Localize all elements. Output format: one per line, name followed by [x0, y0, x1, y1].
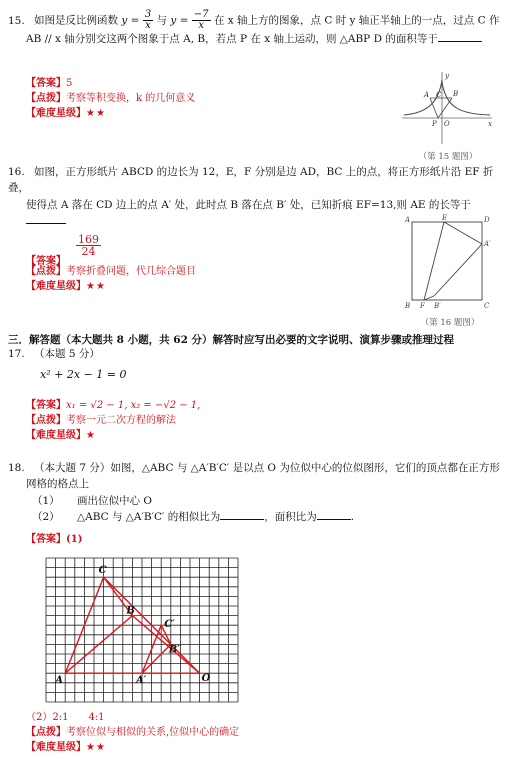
point-text: 考察位似与相似的关系,位似中心的确定 — [66, 727, 240, 738]
q17-solution — [26, 398, 200, 443]
question-text: 如图，正方形纸片 ABCD 的边长为 12，E，F 分别是边 AD，BC 上的点，将正方形纸片沿 EF 折叠， — [8, 166, 494, 195]
figure-18-grid — [44, 556, 240, 708]
question-number: 18. — [8, 462, 25, 474]
label-c: C — [436, 91, 442, 99]
sub-question-1 — [8, 493, 503, 509]
answer-tag: 【答案】 — [26, 400, 66, 411]
point-line — [26, 725, 239, 740]
point-tag: 【点拨】 — [26, 266, 66, 277]
figure-caption: （第 15 题图） — [418, 152, 478, 162]
answer-tag: 【答案】 — [26, 78, 66, 89]
label-f: F — [420, 302, 425, 310]
question-text: 如图是反比例函数 — [34, 14, 119, 27]
answer-blank — [220, 509, 264, 520]
label-b-prime: B′ — [434, 302, 441, 310]
label-c: C — [484, 302, 490, 310]
label-b: B — [453, 90, 459, 98]
question-text-line: 网格的格点上 — [26, 478, 89, 491]
label-b: B — [405, 302, 411, 310]
label-a-prime: A′ — [136, 675, 147, 687]
difficulty-stars: ★★ — [86, 108, 106, 119]
label-c: C — [98, 565, 107, 577]
difficulty-line — [26, 279, 196, 294]
label-p: P — [432, 120, 437, 128]
label-a-prime: A′ — [484, 240, 491, 248]
point-line — [26, 413, 200, 428]
answer-line-2: （2）2:1 4:1 — [26, 712, 105, 723]
similar-triangles-grid — [44, 556, 240, 708]
answer-value: 5 — [66, 78, 73, 89]
denominator: x — [198, 20, 204, 31]
question-text: AB // x 轴分别交这两个图象于点 A, B，若点 P 在 x 轴上运动，则 △ABP D 的面积等于 — [26, 33, 438, 45]
numerator: 3 — [144, 9, 152, 20]
question-15 — [8, 10, 503, 47]
numerator: 169 — [78, 233, 99, 246]
answer-tag: 【答案】(1) — [26, 534, 83, 545]
question-number: 16. — [8, 166, 25, 178]
numerator: −7 — [193, 9, 209, 20]
answer-line — [26, 76, 195, 91]
triangle-a1b1c1 — [142, 625, 171, 673]
label-b: B — [126, 605, 135, 617]
question-score: （本题 5 分） — [34, 348, 100, 360]
function-2-fraction — [192, 10, 211, 31]
question-text: （本大题 7 分）如图，△ABC 与 △A′B′C′ 是以点 O 为位似中心的位似图形，它们的顶点都在正方形 — [34, 462, 500, 474]
answer-tag: 【答案】 — [26, 256, 66, 267]
answer-blank — [26, 213, 66, 224]
point-text: 考察一元二次方程的解法 — [66, 415, 176, 426]
label-a: A — [424, 91, 430, 99]
difficulty-tag: 【难度星级】 — [26, 430, 86, 441]
label-x: x — [488, 120, 492, 128]
point-text: 考察等积变换，k 的几何意义 — [66, 93, 196, 104]
label-y: y — [445, 72, 449, 80]
label-a: A — [55, 675, 63, 687]
question-text: 在 x 轴上方的图象，点 C 时 y 轴正半轴上的一点，过点 C 作 — [213, 14, 500, 27]
function-1-lhs: y = — [121, 14, 140, 27]
q18-solution — [26, 710, 239, 755]
point-tag: 【点拨】 — [26, 727, 66, 738]
difficulty-line — [26, 428, 200, 443]
difficulty-stars: ★★ — [86, 281, 106, 292]
label-b-prime: B′ — [168, 644, 180, 656]
label-o: O — [444, 120, 450, 128]
question-text: 使得点 A 落在 CD 边上的点 A′ 处，此时点 B 落在点 B′ 处，已知折痕 EF=13,则 AE 的长等于 — [26, 198, 471, 211]
question-number: 17. — [8, 348, 25, 360]
label-d: D — [484, 216, 490, 224]
denominator: 24 — [81, 245, 96, 258]
label-a: A — [405, 216, 411, 224]
question-text: 与 — [156, 14, 168, 27]
q18-answer-heading — [26, 532, 82, 547]
difficulty-tag: 【难度星级】 — [26, 281, 86, 292]
q15-solution — [26, 76, 195, 121]
answer-blank — [438, 31, 482, 42]
label-e: E — [442, 214, 448, 222]
sub-number: （1） — [32, 494, 60, 507]
function-2-lhs: y = — [170, 14, 189, 27]
figure-16 — [402, 212, 498, 328]
equation: x² + 2x − 1 = 0 — [40, 368, 127, 382]
square-fold-figure — [402, 212, 498, 312]
sub-number: （2） — [32, 510, 60, 523]
figure-caption: （第 16 题图） — [420, 318, 480, 328]
figure-15 — [400, 68, 496, 162]
point-tag: 【点拨】 — [26, 93, 66, 104]
answer-line — [26, 398, 200, 413]
difficulty-tag: 【难度星级】 — [26, 742, 86, 753]
point-text: 考察折叠问题，代几综合题目 — [66, 266, 196, 277]
difficulty-stars: ★★ — [86, 742, 106, 753]
point-tag: 【点拨】 — [26, 415, 66, 426]
point-line — [26, 91, 195, 106]
difficulty-line — [26, 106, 195, 121]
sub-text: △ABC 与 △A′B′C′ 的相似比为 — [77, 510, 221, 523]
question-number: 15. — [8, 14, 25, 27]
sub-text: ，面积比为 — [264, 510, 317, 523]
difficulty-line — [26, 740, 239, 755]
answer-line — [26, 232, 196, 267]
answer-blank — [317, 509, 351, 520]
question-text-line — [8, 31, 503, 47]
sub-question-2: （2） △ABC 与 △A′B′C′ 的相似比为 ，面积比为 . — [32, 510, 355, 523]
sub-text: 画出位似中心 O — [77, 494, 152, 507]
q16-solution — [26, 232, 196, 294]
section-title: 三．解答题（本大题共 8 小题，共 62 分）解答时应写出必要的文字说明、演算步骤或推理过程 — [8, 334, 455, 346]
answer-value: x₁ = √2 − 1, x₂ = −√2 − 1, — [66, 400, 201, 411]
difficulty-tag: 【难度星级】 — [26, 108, 86, 119]
difficulty-stars: ★ — [86, 430, 96, 441]
function-1-fraction — [143, 10, 153, 31]
question-18 — [8, 460, 503, 525]
label-o: O — [201, 673, 211, 685]
hyperbola-figure — [400, 68, 496, 146]
denominator: x — [145, 20, 151, 31]
question-17 — [8, 346, 126, 383]
label-c-prime: C′ — [164, 619, 175, 631]
answer-fraction — [76, 234, 101, 257]
